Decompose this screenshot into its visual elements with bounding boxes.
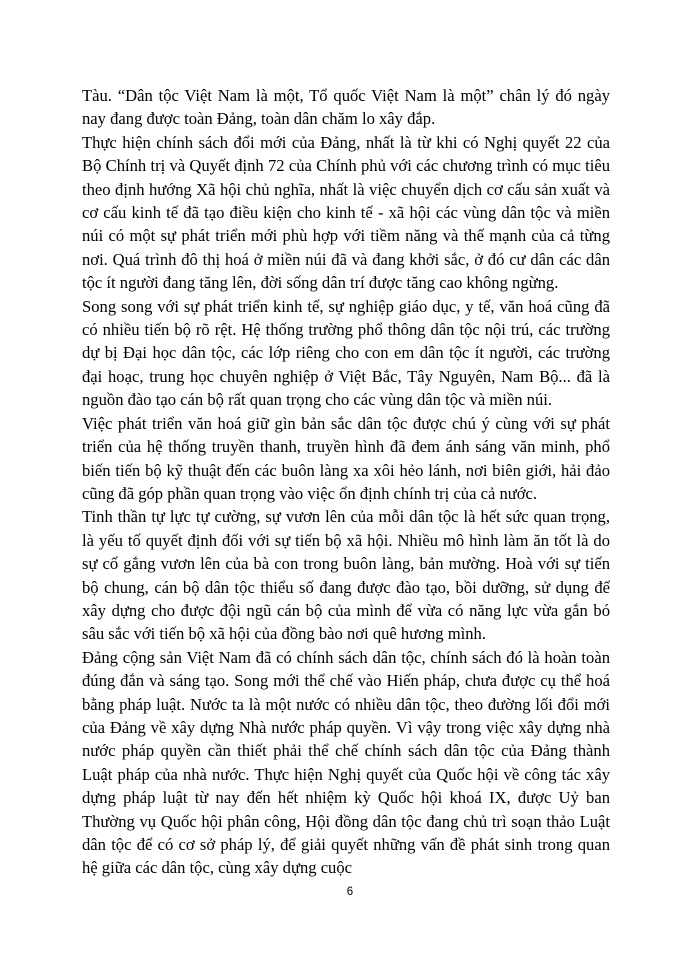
paragraph-2: Thực hiện chính sách đổi mới của Đảng, nhất là từ khi có Nghị quyết 22 của Bộ Chính trị và Quyết định 72 của Chính phủ với các chương trình có mục tiêu theo định hướng Xã hội chủ nghĩa, nhất là việc chuyển dịch cơ cấu sản xuất và cơ cấu kinh tế đã tạo điều kiện cho kinh tế - xã hội các vùng dân tộc và miền núi có một sự phát triển mới phù hợp với tiềm năng và thế mạnh của cả từng nơi. Quá trình đô thị hoá ở miền núi đã và đang khởi sắc, ở đó cư dân các dân tộc ít người đang tăng lên, đời sống dân trí được tăng cao không ngừng. xyxy=(82,132,610,293)
paragraph-1: Tàu. “Dân tộc Việt Nam là một, Tổ quốc Việt Nam là một” chân lý đó ngày nay đang được toàn Đảng, toàn dân chăm lo xây đắp. xyxy=(82,86,610,129)
paragraph-6: Đảng cộng sản Việt Nam đã có chính sách dân tộc, chính sách đó là hoàn toàn đúng đắn và sáng tạo. Song mới thể chế vào Hiến pháp, chưa được cụ thể hoá bằng pháp luật. Nước ta là một nước có nhiều dân tộc, theo đường lối đổi mới của Đảng về xây dựng Nhà nước pháp quyền. Vì vậy trong việc xây dựng nhà nước pháp quyền cần thiết phải thể chế chính sách dân tộc của Đảng thành Luật pháp của nhà nước. Thực hiện Nghị quyết của Quốc hội về công tác xây dựng pháp luật từ nay đến hết nhiệm kỳ Quốc hội khoá IX, được Uỷ ban Thường vụ Quốc hội phân công, Hội đồng dân tộc đang chủ trì soạn thảo Luật dân tộc để có cơ sở pháp lý, để giải quyết những vấn đề phát sinh trong quan hệ giữa các dân tộc, cùng xây dựng cuộc xyxy=(82,647,610,878)
page-number: 6 xyxy=(346,886,354,898)
paragraph-4: Việc phát triển văn hoá giữ gìn bản sắc dân tộc được chú ý cùng với sự phát triển của hệ thống truyền thanh, truyền hình đã đem ánh sáng văn minh, phổ biến tiến bộ kỹ thuật đến các buôn làng xa xôi hẻo lánh, nơi biên giới, hải đảo cũng đã góp phần quan trọng vào việc ổn định chính trị của cả nước. xyxy=(82,413,610,503)
paragraph-3: Song song với sự phát triển kinh tế, sự nghiệp giáo dục, y tế, văn hoá cũng đã có nhiều tiến bộ rõ rệt. Hệ thống trường phổ thông dân tộc nội trú, các trường dự bị Đại học dân tộc, các lớp riêng cho con em dân tộc ít người, các trường đại hoạc, trung học chuyên nghiệp ở Việt Bắc, Tây Nguyên, Nam Bộ... đã là nguồn đào tạo cán bộ rất quan trọng cho các vùng dân tộc và miền núi. xyxy=(82,296,610,410)
document-body xyxy=(82,84,610,880)
paragraph-5: Tinh thần tự lực tự cường, sự vươn lên của mỗi dân tộc là hết sức quan trọng, là yếu tố quyết định đối với sự tiến bộ xã hội. Nhiều mô hình làm ăn tốt là do sự cố gắng vươn lên của bà con trong buôn làng, bản mường. Hoà với sự tiến bộ chung, cán bộ dân tộc thiểu số đang được đào tạo, bồi dưỡng, sử dụng để xây dựng cho được đội ngũ cán bộ của mình để vừa có năng lực vừa gắn bó sâu sắc với tiến bộ xã hội của đồng bào nơi quê hương mình. xyxy=(82,507,610,644)
